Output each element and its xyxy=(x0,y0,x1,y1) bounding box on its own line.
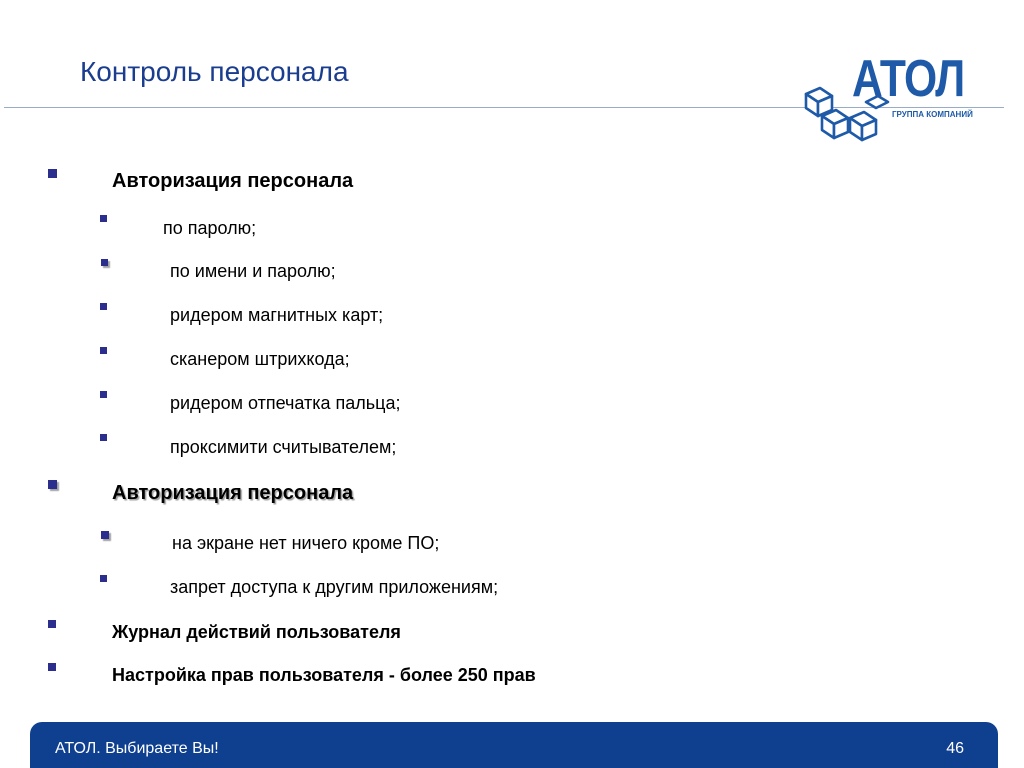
user-action-log-item: Журнал действий пользователя xyxy=(112,622,401,642)
company-logo xyxy=(800,52,990,152)
bullet-icon xyxy=(101,259,108,266)
list-item: сканером штрихкода; xyxy=(170,349,350,369)
page-number: 46 xyxy=(946,740,964,757)
bullet-icon xyxy=(100,215,107,222)
bullet-icon xyxy=(100,303,107,310)
list-item: проксимити считывателем; xyxy=(170,437,397,457)
bullet-icon xyxy=(48,169,57,178)
footer-bar xyxy=(30,722,998,768)
bullet-icon xyxy=(100,347,107,354)
list-item: по паролю; xyxy=(163,218,257,238)
bullet-icon xyxy=(48,663,56,671)
logo-subtitle: ГРУППА КОМПАНИЙ xyxy=(892,110,973,119)
logo-brand: АТОЛ xyxy=(852,50,965,108)
bullet-icon xyxy=(48,620,56,628)
bullet-icon xyxy=(48,480,57,489)
bullet-icon xyxy=(100,434,107,441)
list-item: по имени и паролю; xyxy=(170,261,336,281)
list-item: ридером магнитных карт; xyxy=(170,305,384,325)
list-item: на экране нет ничего кроме ПО; xyxy=(172,533,440,553)
bullet-icon xyxy=(100,391,107,398)
footer-slogan: АТОЛ. Выбираете Вы! xyxy=(55,740,219,757)
slide-title: Контроль персонала xyxy=(80,56,349,87)
bullet-icon xyxy=(101,531,109,539)
section1-heading: Авторизация персонала xyxy=(112,170,354,192)
bullet-icon xyxy=(100,575,107,582)
user-rights-item: Настройка прав пользователя - более 250 прав xyxy=(112,665,536,685)
list-item: запрет доступа к другим приложениям; xyxy=(170,577,499,597)
section2-heading: Авторизация персонала xyxy=(112,482,354,504)
list-item: ридером отпечатка пальца; xyxy=(170,393,401,413)
